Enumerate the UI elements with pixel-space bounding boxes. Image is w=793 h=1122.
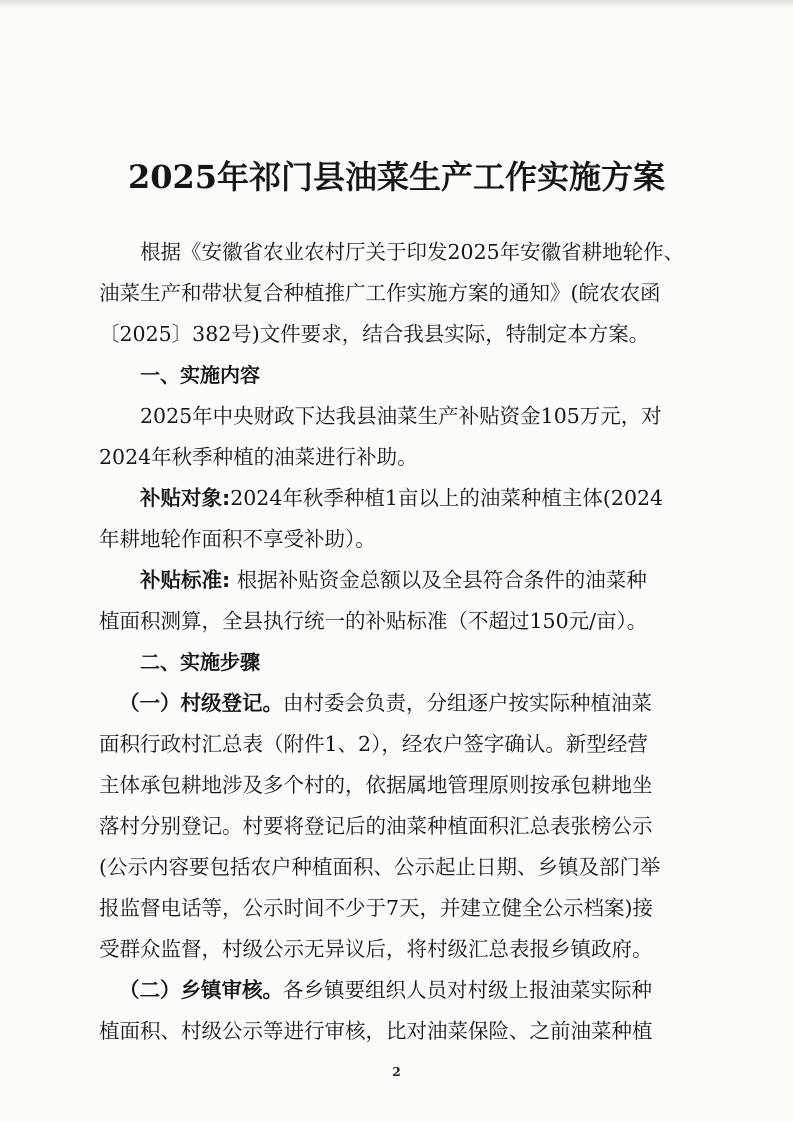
scan-edge — [0, 0, 793, 8]
document-title: 2025年祁门县油菜生产工作实施方案 — [127, 158, 666, 196]
subsidy-target-text: 2024年秋季种植1亩以上的油菜种植主体(2024 — [230, 486, 664, 510]
funding-line: 2024年秋季种植的油菜进行补助。 — [99, 445, 418, 469]
step1-label: （一）村级登记。 — [119, 691, 283, 715]
intro-line: 〔2025〕382号)文件要求，结合我县实际，特制定本方案。 — [99, 322, 650, 346]
subsidy-target-line: 年耕地轮作面积不享受补助）。 — [99, 527, 376, 551]
intro-line: 根据《安徽省农业农村厅关于印发2025年安徽省耕地轮作、 — [140, 240, 685, 264]
document-body — [99, 232, 689, 1052]
step2-label: （二）乡镇审核。 — [119, 978, 283, 1002]
page-number: 2 — [392, 1065, 401, 1079]
section-heading-implementation-content: 一、实施内容 — [140, 363, 260, 387]
intro-line: 油菜生产和带状复合种植推广工作实施方案的通知》(皖农农函 — [99, 281, 661, 305]
funding-line: 2025年中央财政下达我县油菜生产补贴资金105万元，对 — [140, 404, 662, 428]
step1-line: 面积行政村汇总表（附件1、2），经农户签字确认。新型经营 — [99, 732, 648, 756]
subsidy-standard-text: 根据补贴资金总额以及全县符合条件的油菜种 — [230, 568, 647, 592]
subsidy-target-label: 补贴对象: — [140, 486, 231, 510]
subsidy-standard-line: 植面积测算，全县执行统一的补贴标准（不超过150元/亩）。 — [99, 609, 648, 633]
step1-line — [99, 683, 689, 724]
subsidy-standard-label: 补贴标准: — [140, 568, 231, 592]
step1-text: 由村委会负责，分组逐户按实际种植油菜 — [283, 691, 652, 715]
step1-line: 报监督电话等，公示时间不少于7天，并建立健全公示档案)接 — [99, 896, 654, 920]
step2-text: 各乡镇要组织人员对村级上报油菜实际种 — [283, 978, 652, 1002]
step1-line: 主体承包耕地涉及多个村的，依据属地管理原则按承包耕地坐 — [99, 773, 653, 797]
subsidy-target-line — [99, 478, 689, 519]
step2-line — [99, 970, 689, 1011]
step1-line: 受群众监督，村级公示无异议后，将村级汇总表报乡镇政府。 — [99, 937, 653, 961]
step1-line: 落村分别登记。村要将登记后的油菜种植面积汇总表张榜公示 — [99, 814, 653, 838]
step1-line: (公示内容要包括农户种植面积、公示起止日期、乡镇及部门举 — [99, 855, 661, 879]
section-heading-implementation-steps: 二、实施步骤 — [140, 650, 260, 674]
step2-line: 植面积、村级公示等进行审核，比对油菜保险、之前油菜种植 — [99, 1019, 653, 1043]
subsidy-standard-line — [99, 560, 689, 601]
